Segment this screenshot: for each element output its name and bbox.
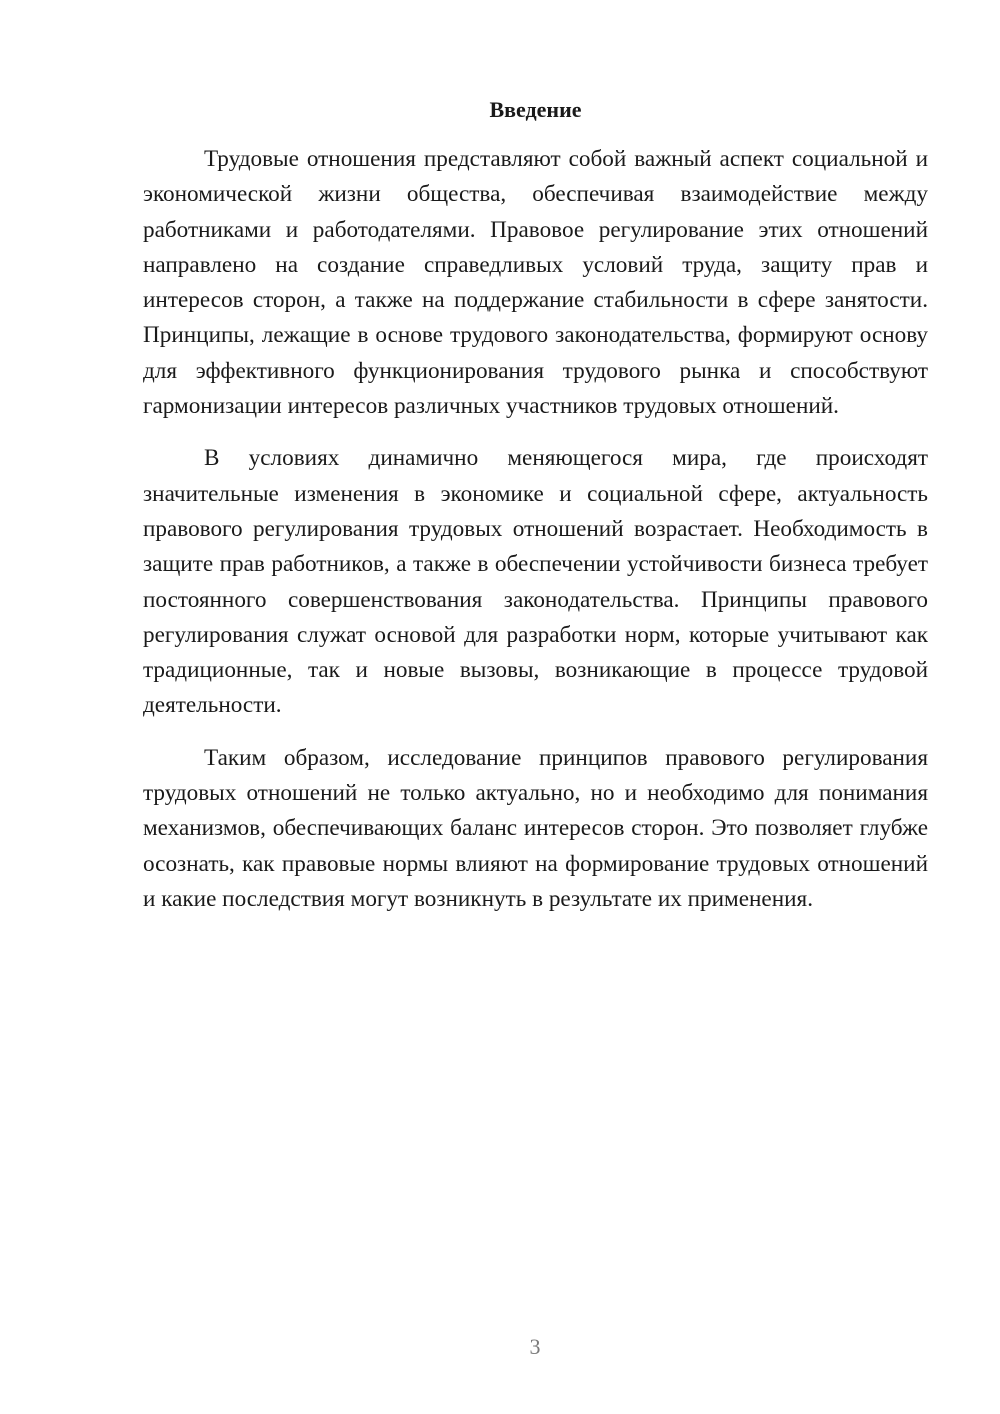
section-title: Введение [489, 97, 582, 122]
paragraph-3: Таким образом, исследование принципов правового регулирования трудовых отношений не только актуально, но и необходимо для понимания механизмов, обеспечивающих баланс интересов сторон. Это позволяет глубже осознать, как правовые нормы влияют на формирование трудовых отношений и какие последствия могут возникнуть в результате их применения. [143, 744, 928, 912]
page-body [143, 94, 928, 934]
paragraph-1: Трудовые отношения представляют собой важный аспект социальной и экономической жизни общества, обеспечивая взаимодействие между работниками и работодателями. Правовое регулирование этих отношений направлено на создание справедливых условий труда, защиту прав и интересов сторон, а также на поддержание стабильности в сфере занятости. Принципы, лежащие в основе трудового законодательства, формируют основу для эффективного функционирования трудового рынка и способствуют гармонизации интересов различных участников трудовых отношений. [143, 146, 928, 420]
paragraph-2: В условиях динамично меняющегося мира, где происходят значительные изменения в экономике и социальной сфере, актуальность правового регулирования трудовых отношений возрастает. Необходимость в защите прав работников, а также в обеспечении устойчивости бизнеса требует постоянного совершенствования законодательства. Принципы правового регулирования служат основой для разработки норм, которые учитывают как традиционные, так и новые вызовы, возникающие в процессе трудовой деятельности. [143, 445, 928, 719]
page-number: 3 [529, 1334, 541, 1359]
